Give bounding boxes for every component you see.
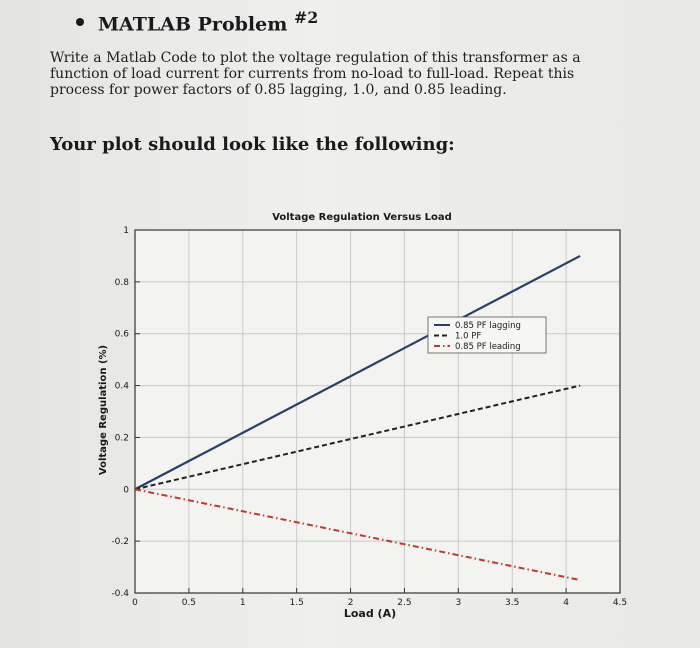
y-tick-label: 1 — [123, 226, 129, 236]
x-tick-label: 2.5 — [397, 598, 412, 608]
legend-label: 1.0 PF — [455, 331, 482, 342]
x-tick-label: 1.5 — [289, 598, 304, 608]
y-tick-label: 0 — [123, 485, 129, 496]
x-tick-label: 0.5 — [181, 598, 197, 608]
y-tick-label: -0.4 — [111, 589, 129, 599]
x-tick-label: 0 — [132, 598, 138, 608]
problem-title-text: MATLAB Problem — [98, 13, 288, 36]
y-tick-label: 0.6 — [114, 329, 129, 340]
y-tick-label: 0.8 — [114, 277, 129, 288]
x-tick-label: 3.5 — [505, 598, 520, 608]
y-tick-label: -0.2 — [111, 537, 129, 548]
chart-ylabel: Voltage Regulation (%) — [98, 344, 109, 476]
problem-number: #2 — [293, 8, 319, 27]
x-tick-label: 4 — [563, 598, 569, 608]
x-tick-label: 2 — [347, 598, 354, 608]
problem-statement: Write a Matlab Code to plot the voltage regulation of this transformer as a function of load current for currents from no-load to full-load. Repeat this process for power factors of 0.85 lagging, 1.0, and 0.85 leading. — [50, 50, 581, 98]
legend-label: 0.85 PF lagging — [455, 321, 521, 331]
chart-title: Voltage Regulation Versus Load — [272, 212, 452, 223]
x-tick-label: 1 — [239, 598, 246, 608]
y-tick-label: 0.4 — [114, 381, 129, 392]
chart-xlabel: Load (A) — [343, 607, 397, 620]
y-tick-label: 0.2 — [114, 433, 129, 444]
x-tick-label: 3 — [455, 598, 462, 608]
x-tick-label: 4.5 — [612, 598, 628, 608]
plot-instruction: Your plot should look like the following: — [50, 134, 455, 155]
legend-label: 0.85 PF leading — [455, 342, 521, 352]
